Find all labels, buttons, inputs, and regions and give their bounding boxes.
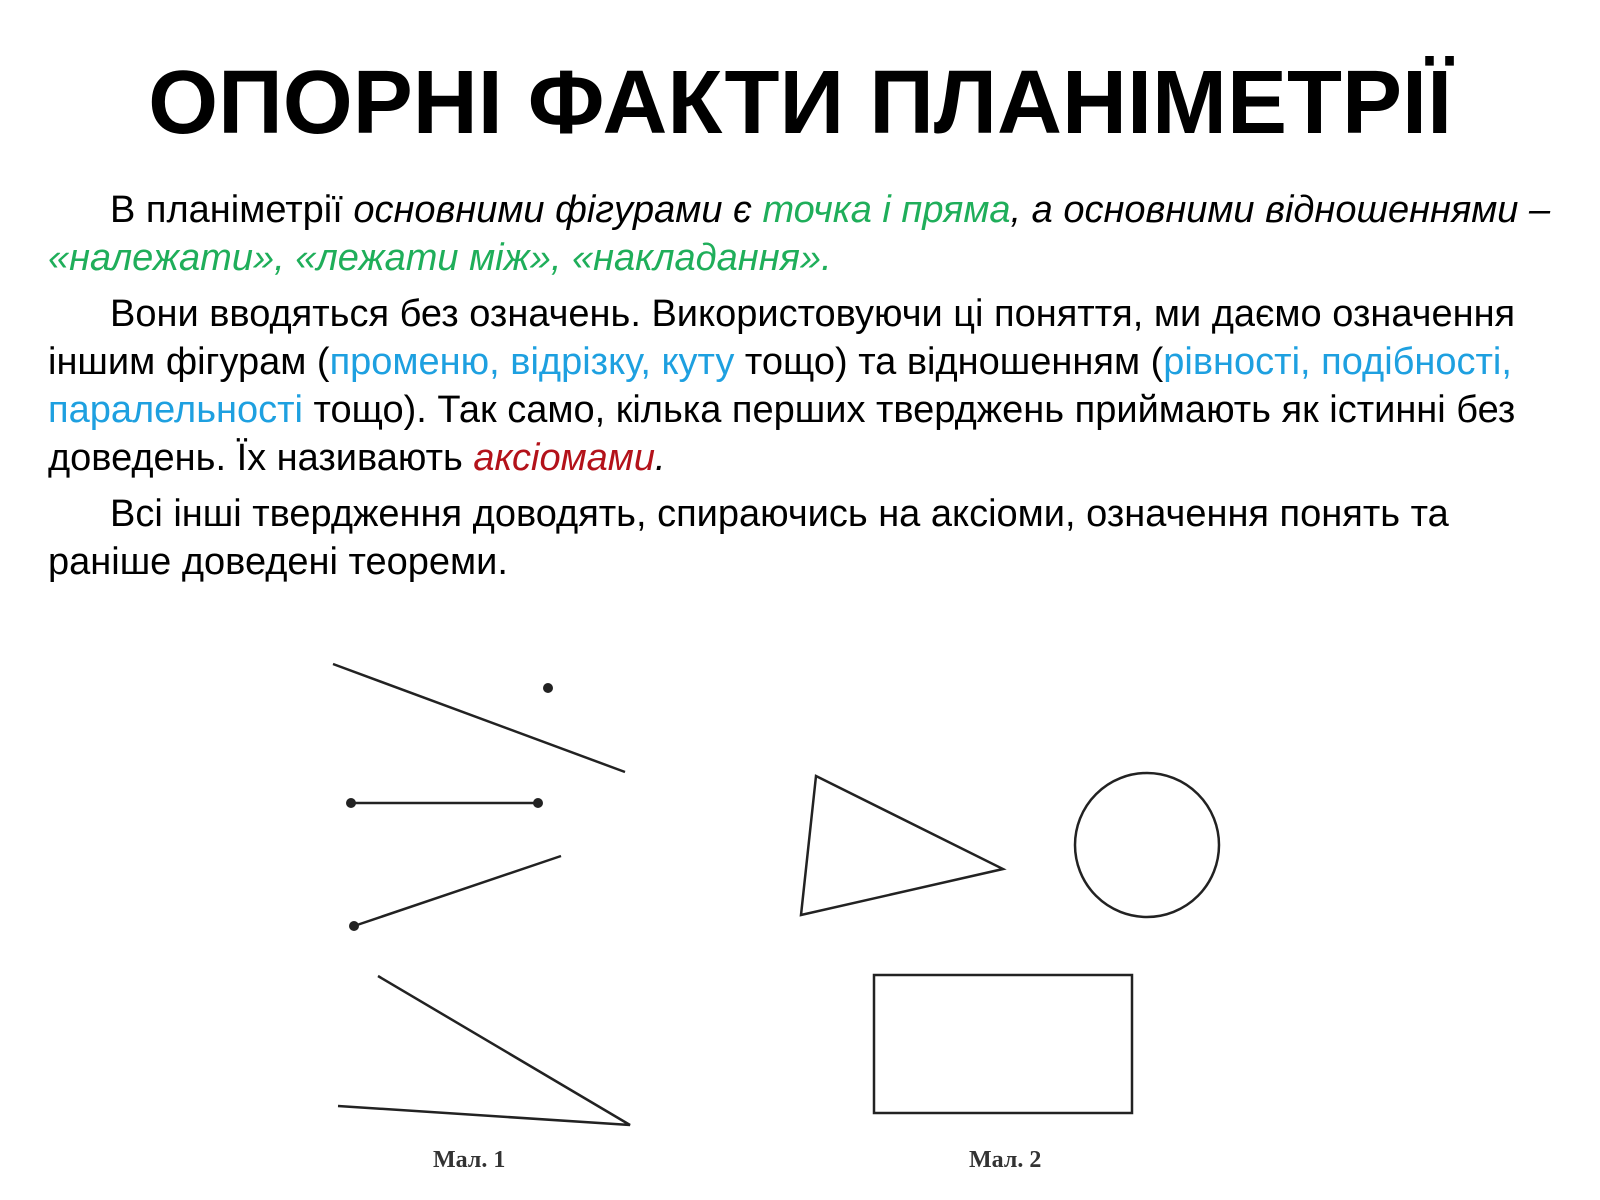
- p2-relations: рівності, подібності, паралельності: [48, 341, 1512, 431]
- p1-basic-figures: точка і пряма: [762, 189, 1011, 231]
- p1-italic-2: , а основними відношеннями –: [1010, 189, 1551, 231]
- p2-text-2: тощо) та відношенням (: [734, 341, 1164, 383]
- figure-2-caption: Мал. 2: [969, 1147, 1042, 1173]
- p2-axioms: аксіомами: [473, 437, 655, 479]
- ray-shape: [354, 856, 561, 926]
- angle-shape: [338, 976, 630, 1125]
- triangle-shape: [801, 776, 1003, 915]
- page-title: ОПОРНІ ФАКТИ ПЛАНІМЕТРІЇ: [148, 53, 1452, 153]
- point-shape: [543, 683, 553, 693]
- p1-italic: основними фігурами є: [353, 189, 763, 231]
- rectangle-shape: [874, 975, 1132, 1113]
- ray-origin: [349, 921, 359, 931]
- paragraph-3: Всі інші твердження доводять, спираючись на аксіоми, означення понять та раніше доведені теореми.: [48, 493, 1449, 583]
- line-shape: [333, 664, 625, 772]
- p2-text-3: тощо). Так само, кілька перших тверджень приймають як істинні без доведень. Їх називають: [48, 389, 1516, 479]
- segment-endpoint-b: [533, 798, 543, 808]
- p2-end: .: [654, 437, 666, 479]
- segment-endpoint-a: [346, 798, 356, 808]
- p1-text: В планіметрії: [110, 189, 354, 231]
- p1-basic-relations: «належати», «лежати між», «накладання».: [48, 237, 832, 279]
- p2-figures: променю, відрізку, куту: [329, 341, 735, 383]
- figure-1-caption: Мал. 1: [433, 1147, 506, 1173]
- circle-shape: [1075, 773, 1219, 917]
- p2-text: Вони вводяться без означень. Використовуючи ці поняття, ми даємо означення іншим фігурам (: [48, 293, 1516, 383]
